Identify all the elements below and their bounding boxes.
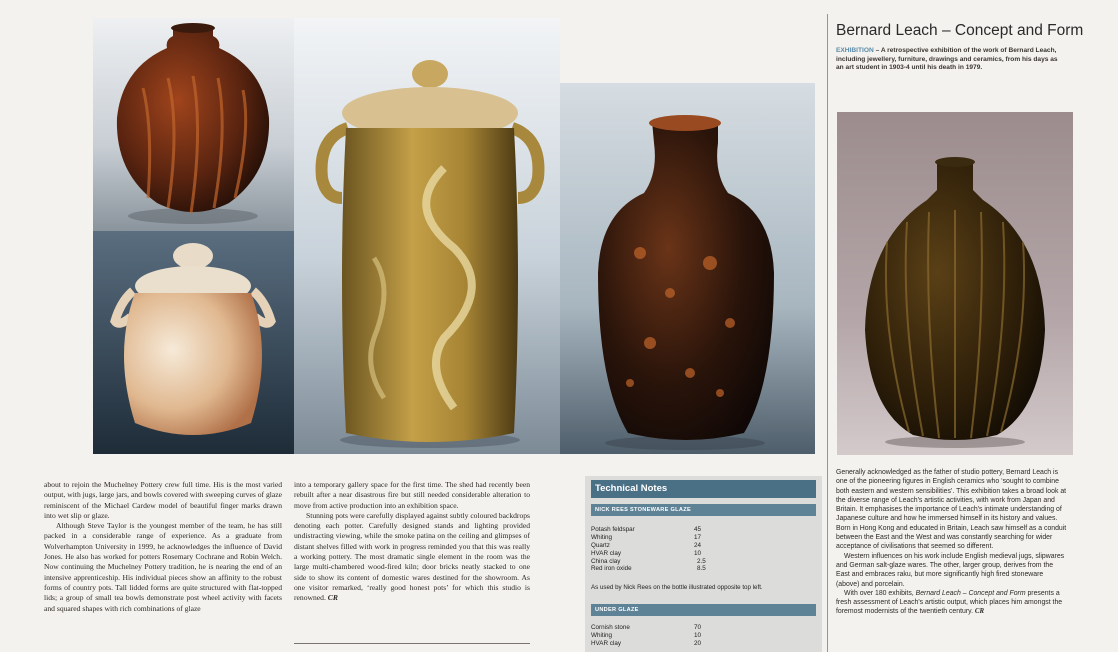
under-glaze-title: UNDER GLAZE bbox=[591, 604, 816, 616]
photo-fluted-vase bbox=[837, 112, 1073, 455]
sidebar-intro: EXHIBITION – A retrospective exhibition of the work of Bernard Leach, including jewellery, furniture, drawings and ceramics, from his days as an art student in 1903-4 until his death in 1979. bbox=[836, 47, 1058, 72]
photo-fluted-jar bbox=[93, 18, 294, 231]
recipe-row: Red iron oxide 8.5 bbox=[591, 565, 706, 573]
sidebar-divider bbox=[827, 14, 828, 652]
glaze-recipe-list bbox=[591, 526, 816, 573]
recipe-row: Whiting 17 bbox=[591, 533, 702, 541]
recipe-row: Potash feldspar 45 bbox=[591, 526, 702, 533]
recipe-row: Quartz 24 bbox=[591, 541, 702, 549]
article-column-1 bbox=[44, 480, 282, 614]
photo-tenmoku-bottle bbox=[560, 83, 815, 454]
sidebar-body bbox=[836, 468, 1068, 617]
recipe-row: Cornish stone 70 bbox=[591, 624, 702, 631]
glaze-recipe-note: As used by Nick Rees on the bottle illustrated opposite top left. bbox=[591, 584, 763, 591]
glaze-recipe-title: NICK REES STONEWARE GLAZE bbox=[591, 504, 816, 516]
under-glaze-list bbox=[591, 624, 816, 648]
technical-notes-box bbox=[585, 476, 822, 652]
paragraph: With over 180 exhibits, Bernard Leach – Concept and Form presents a fresh assessment of Leach's artistic output, which places him amongst the foremost modernists of the twentieth century. CR bbox=[836, 589, 1063, 616]
recipe-row: HVAR clay 20 bbox=[591, 639, 702, 647]
photo-tall-lidded-jar bbox=[294, 18, 560, 454]
cr-mark: CR bbox=[974, 608, 985, 616]
article-column-2 bbox=[294, 480, 530, 604]
recipe-row: China clay 2.5 bbox=[591, 557, 706, 565]
column-divider bbox=[294, 643, 530, 644]
exhibition-kicker: EXHIBITION bbox=[836, 47, 874, 54]
cr-mark: CR bbox=[327, 593, 338, 603]
recipe-row: HVAR clay 10 bbox=[591, 549, 702, 557]
paragraph: Western influences on his work include English medieval jugs, slipwares and German salt-glaze wares. The other, larger group, derives from the East and embraces raku, but more significantly high fired stoneware (above) and porcelain. bbox=[836, 552, 1065, 588]
paragraph: about to rejoin the Muchelney Pottery crew full time. His is the most varied output, with jugs, large jars, and bowls covered with sweeping curves of glaze reminiscent of the Michael Cardew model of beautiful finger marks drawn into wet slip or glaze. bbox=[44, 480, 282, 520]
photo-lidded-jar-cream bbox=[93, 231, 294, 454]
paragraph: into a temporary gallery space for the first time. The shed had recently been rebuilt after a near disastrous fire but still needed considerable alteration to move from active production into an exhibition space. bbox=[294, 480, 530, 510]
sidebar-title: Bernard Leach – Concept and Form bbox=[836, 22, 1084, 39]
technical-notes-heading: Technical Notes bbox=[591, 480, 816, 498]
paragraph: Stunning pots were carefully displayed against subtly coloured backdrops denoting each potter. Carefully designed stands and lighting provided undistracting viewing, while the smoke patina on the ceiling and glimpses of distant shelves filled with work in progress reminded you that this was really a working pottery. The most dramatic single element in the room was the large multi-chambered wood-fired kiln; door bricks neatly stacked to one side to show its content of domestic wares destined for the showroom. As one visitor remarked, ‘really good honest pots’ for which this studio is renowned. CR bbox=[294, 510, 530, 603]
paragraph: Although Steve Taylor is the youngest member of the team, he has still packed in a considerable range of experience. As a graduate from Wolverhampton University in 1999, he acknowledges the influence of David Jones. He also has worked for potters Rosemary Cochrane and Robin Welch. Now continuing the Muchelney Pottery tradition, he is nearing the end of an intensive apprenticeship. His individual pieces show an affinity to the robust forms of country pots. Tall lidded forms are quite structured with flat-topped lids; a group of small tea bowls demonstrate post wheel activity with facets and squared shapes with rich combinations of glaze bbox=[44, 521, 282, 613]
recipe-row: Whiting 10 bbox=[591, 631, 702, 639]
paragraph: Generally acknowledged as the father of studio pottery, Bernard Leach is one of the pioneering figures in English ceramics who ‘sought to combine both eastern and western sensibilities’. This exhibition takes a broad look at the diverse range of Leach's artistic activities, with work from Japan and Britain. It emphasises the importance of Leach's intimate understanding of Japanese culture and how he immersed himself in its history and values. Born in Hong Kong and educated in Britain, Leach saw himself as a conduit between the East and the West and was constantly searching for wider acceptance of civilisations that seemed so different. bbox=[836, 469, 1067, 551]
